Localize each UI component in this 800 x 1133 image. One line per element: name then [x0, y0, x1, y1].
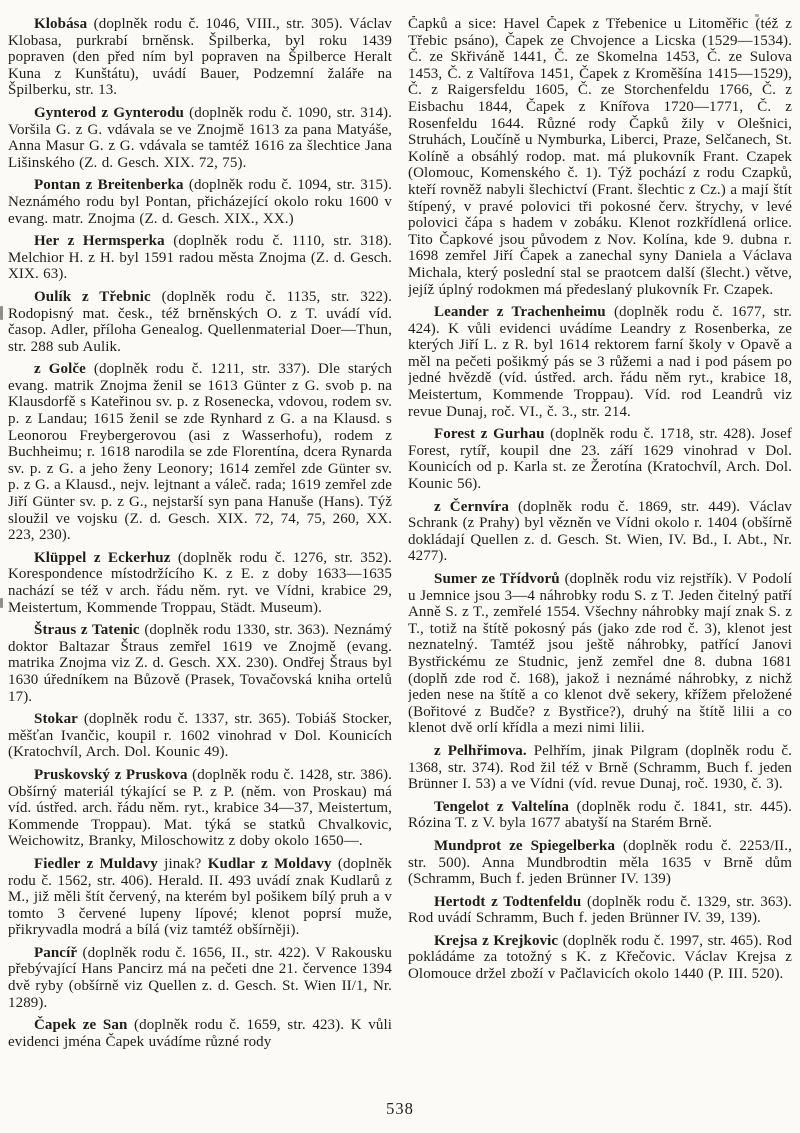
entry-kluppel	[8, 550, 392, 616]
entry-text: (doplněk rodu č. 1869, str. 449). Václav Schrank (z Prahy) byl vězněn ve Vídni okolo r. 1404 (obšírně dokládají Quellen z. d. Gesch. St. Wien, IV. Bd., I. Abt., Nr. 4277).	[408, 498, 792, 565]
scan-artifact	[755, 14, 759, 17]
entry-pancir	[8, 945, 392, 1011]
entry-krejsa	[408, 933, 792, 983]
scan-artifact	[0, 306, 3, 320]
entry-title: Čapek ze San	[34, 1017, 128, 1034]
scan-artifact	[0, 598, 3, 608]
entry-capek-ze-san	[8, 1017, 392, 1050]
entry-text: (doplněk rodu č. 1046, VIII., str. 305). Václav Klobasa, purkrabí brněnsk. Špilberka, byl roku 1439 popraven (den před ním byl popraven na Špilberce Heralt Kuna z Kunštátu), uvádí Bauer, Podzemní žaláře na Špilberku, str. 13.	[8, 16, 392, 99]
entry-oulik	[8, 289, 392, 355]
entry-sumer	[408, 571, 792, 737]
entry-title: Klüppel z Eckerhuz	[34, 549, 171, 566]
entry-title-secondary: Kudlar z Moldavy	[207, 855, 332, 872]
entry-title: Leander z Trachenheimu	[434, 304, 606, 321]
entry-klobasa	[8, 16, 392, 99]
entry-text: (doplněk rodu č. 1428, str. 386). Obšírný materiál týkající se P. z P. (něm. von Proskau) má víd. ústřed. arch. řádu něm. ryt., krabice 34—37, Meistertum, Kommende Troppau). Mat. týká se statků Chvalkovic, Weichowitz, Branky, Miloschowitz z doby okolo 1650—.	[8, 766, 392, 850]
entry-text: (doplněk rodu č. 1276, str. 352). Korespondence místodržícího K. z E. z doby 1633—1635 nachází se též v arch. řádu něm. ryt. ve Vídni, krabice 29, Meistertum, Kommende Troppau, Städt. Museum).	[8, 549, 392, 616]
entry-her	[8, 233, 392, 283]
entry-title: Her z Hermsperka	[34, 233, 165, 250]
entry-text: (doplněk rodu č. 1211, str. 337). Dle starých evang. matrik Znojma ženil se 1613 Günter z G. svob p. na Klausdorfě s Kateřinou sv. p. z Rosenecka, vdovou, rodem sv. p. z Landau; 1615 ženil se zde Rynhard z G. a na Klausd. s Leonorou Freybergerovou (asi z Wasserhofu), rodem z Buchheimu; r. 1618 narodila se zde Florentína, dcera Rynarda sv. p. z G. a jeho ženy Leonory; 1614 zemřel zde Günter sv. p. z G. a Klausd., nejv. lejtnant a váleč. rada; 1619 zemřel zde Jiří Günter sv. p. z G., nejstarší syn pana Hanuše (Hans). Týž sloužil ve vojsku (Z. d. Gesch. XIX. 72, 74, 75, 260, XX. 223, 230).	[8, 361, 392, 544]
entry-title: z Pelhřimova.	[434, 742, 527, 759]
entry-hertodt	[408, 894, 792, 927]
entry-text: (doplněk rodu č. 1110, str. 318). Melchior H. z H. byl 1591 radou města Znojma (Z. d. Gesch. XIX. 63).	[8, 233, 392, 283]
entry-title: Mundprot ze Spiegelberka	[434, 837, 616, 854]
entry-forest	[408, 426, 792, 492]
entry-z-pelhrimova	[408, 743, 792, 793]
entry-text: (doplněk rodu č. 1135, str. 322). Rodopisný mat. česk., též brněnských O. z T. uvádí víd. časop. Adler, příloha Genealog. Quellenmaterial Doer—Thun, str. 288 sub Aulik.	[8, 288, 392, 355]
entry-text: (doplněk rodu č. 1659, str. 423). K vůli evidenci jména Čapek uvádíme různé rody	[8, 1017, 392, 1050]
left-column	[8, 16, 392, 1078]
entry-connector: jinak?	[157, 855, 208, 872]
entry-title: Forest z Gurhau	[434, 426, 545, 443]
page-number: 538	[386, 1099, 414, 1118]
entry-title: Pontan z Breitenberka	[34, 177, 184, 194]
entry-title: Pancíř	[34, 944, 78, 961]
entry-title: Gynterod z Gynterodu	[34, 104, 184, 121]
entry-text: (doplněk rodu č. 1677, str. 424). K vůli evidenci uvádíme Leandry z Rosenberka, ze kterých Jiří L. z R. byl 1614 rektorem farní školy v Opavě a měl na pečeti pošikmý pás se 3 růžemi a nad i pod pásem po jedné hvězdě (víd. ústřed. arch. řádu něm ryt., krabice 18, Meistertum, Kommende Troppau). Víd. rod Leandrů viz revue Dunaj, roč. VI., č. 3., str. 214.	[408, 304, 792, 420]
entry-text: (doplněk rodu č. 1656, II., str. 422). V Rakousku přebývající Hans Pancirz má na pečeti dne 21. července 1394 dvě ryby (obšírně viz Quellen z. d. Gesch. St. Wien II/1, Nr. 1289).	[8, 944, 392, 1011]
entry-text: (doplněk rodu č. 1841, str. 445). Rózina T. z V. byla 1677 abatyší na Starém Brně.	[408, 798, 792, 832]
entry-title: Tengelot z Valtelína	[434, 798, 569, 815]
entry-text: (doplněk rodu 1330, str. 363). Neznámý doktor Baltazar Štraus zemřel 1619 ve Znojmě (evang. matrika Znojma viz Z. d. Gesch. XX. 230). Ondřej Štraus byl 1630 úředníkem na Bůzově (Prasek, Tovačovská kniha ortelů 17).	[8, 622, 392, 705]
entry-z-golce	[8, 361, 392, 544]
entry-tengelot	[408, 799, 792, 832]
entry-title: Oulík z Třebnic	[34, 288, 151, 305]
entry-text: Pelhřím, jinak Pilgram (doplněk rodu č. 1368, str. 374). Rod žil též v Brně (Schramm, Buch f. jeden Brünner I. 53) a ve Vídni (víd. revue Dunaj, roč. 1930, č. 3).	[408, 742, 792, 793]
entry-title: Štraus z Tatenic	[34, 622, 140, 639]
entry-text: (doplněk rodu č. 1094, str. 315). Neznámého rodu byl Pontan, přicházející okolo roku 1600 v evang. matr. Znojma (Z. d. Gesch. XIX., XX.)	[8, 177, 392, 227]
entry-stokar	[8, 711, 392, 761]
entry-capek-continuation	[408, 16, 792, 298]
entry-title: Krejsa z Krejkovic	[434, 932, 559, 949]
entry-fiedler-kudlar	[8, 856, 392, 939]
entry-title: Hertodt z Todtenfeldu	[434, 893, 582, 910]
entry-title: z Golče	[34, 361, 86, 378]
entry-text: (doplněk rodu č. 1997, str. 465). Rod pokládáme za totožný s K. z Křečovic. Václav Krejsa z Olomouce držel zboží v Pačlavicích okolo 1440 (P. III. 520).	[408, 932, 792, 983]
entry-title: Stokar	[34, 711, 78, 728]
entry-pontan	[8, 177, 392, 227]
entry-text: Čapků a sice: Havel Čapek z Třebenice u Litoměřic (též z Třebic psáno), Čapek ze Chvojence a Licska (1529—1534). Č. ze Skřiváně 1441, Č. ze Skomelna 1453, Č. ze Sulova 1453, Č. z Valtířova 1451, Čapek z Kroměšína 1415—1529), Č. z Raigersfeldu 1605, Č. ze Storchenfeldu 1766, Č. z Eisbachu 1844, Čapek z Knířova 1720—1771, Č. z Rosenfeldu 1644. Různé rody Čapků žily v Olešnici, Struhách, Loučíně u Nymburka, Liberci, Praze, Selčanech, St. Kolíně a obsáhlý rodop. mat. má plukovník Frant. Czapek (Olomouc, Komenského č. 1). Týž pochází z rodu Czapků, kteří rovněž nabyli šlechictví (Frant. šlechtic z Cz.) a mají štít štípený, v pravé polovici tři pokosné červ. štrychy, v levé polovici čápa s hadem v zobáku. Klenot rozkřídlená orlice. Tito Čapkové jsou původem z Nov. Kolína, kde 9. dubna r. 1698 zemřel Jiří Čapek a zanechal syny Daniela a Václava Michala, který poslední stal se praotcem další (šlecht.) větve, jejíž úplný rodokmen má předeslaný plukovník Fr. Czapek.	[408, 16, 792, 298]
entry-z-cernvira	[408, 499, 792, 565]
entry-gynterod	[8, 105, 392, 171]
entry-leander	[408, 304, 792, 420]
entry-text: (doplněk rodu č. 1337, str. 365). Tobiáš Stocker, měšťan Ivančic, koupil r. 1602 vinohrad v Dol. Kounicích (Kratochvíl, Arch. Dol. Kounic 49).	[8, 711, 392, 761]
entry-text: (doplněk rodu č. 1090, str. 314). Voršila G. z G. vdávala se ve Znojmě 1613 za pana Matyáše, Anna Masur G. z G. vdávala se tamtéž 1616 za šlechtice Jana Lišinského (Z. d. Gesch. XIX. 72, 75).	[8, 104, 392, 171]
entry-title: Fiedler z Muldavy	[34, 855, 158, 872]
entry-text: (doplněk rodu č. 2253/II., str. 500). Anna Mundbrodtin měla 1635 v Brně dům (Schramm, Buch f. jeden Brünner IV. 139)	[408, 837, 792, 888]
entry-text: (doplněk rodu č. 1562, str. 406). Herald. II. 493 uvádí znak Kudlarů z M., již měli štít červený, na kterém byl pošikem bílý pruh a v tomto 3 červené lupeny lípové; klenot poprsí muže, přikryvadla modrá a bílá (viz tamtéž obšírněji).	[8, 855, 392, 939]
entry-title: z Černvíra	[434, 498, 509, 515]
entry-title: Sumer ze Třídvorů	[434, 571, 560, 587]
entry-title: Klobása	[34, 16, 88, 32]
entry-text: (doplněk rodu č. 1329, str. 363). Rod uvádí Schramm, Buch f. jeden Brünner IV. 39, 139).	[408, 893, 792, 927]
entry-title: Pruskovský z Pruskova	[34, 766, 188, 783]
entry-straus	[8, 622, 392, 705]
entry-text: (doplněk rodu č. 1718, str. 428). Josef Forest, rytíř, koupil dne 23. září 1629 vinohrad v Dol. Kounicích od p. Karla st. ze Žerotína (Kratochvíl, Arch. Dol. Kounic 56).	[408, 426, 792, 493]
entry-text: (doplněk rodu viz rejstřík). V Podolí u Jemnice jsou 3—4 náhrobky rodu S. z T. Jeden čitelný patří Anně S. z T., zemřelé 1554. Všechny náhrobky mají znak S. z T., totiž na štítě pokosný pás (jako zde rod č. 3), klenot jest neznatelný. Tamtéž jsou ještě náhrobky, patřící Janovi Bystřickému ze Studnic, jenž zemřel dne 8. dubna 1681 (doplň zde rod č. 168), jakož i neznámé náhrobky, z nichž jeden nese na štítě a co klenot dvě sekery, křížem přeložené (Bořitové z Budče? z Bystřice?), druhý na štítě lilii a co klenot dvě orlí křídla a mezi nimi lilii.	[408, 571, 792, 737]
right-column	[408, 16, 792, 1078]
entry-mundprot	[408, 838, 792, 888]
entry-pruskovsky	[8, 767, 392, 850]
